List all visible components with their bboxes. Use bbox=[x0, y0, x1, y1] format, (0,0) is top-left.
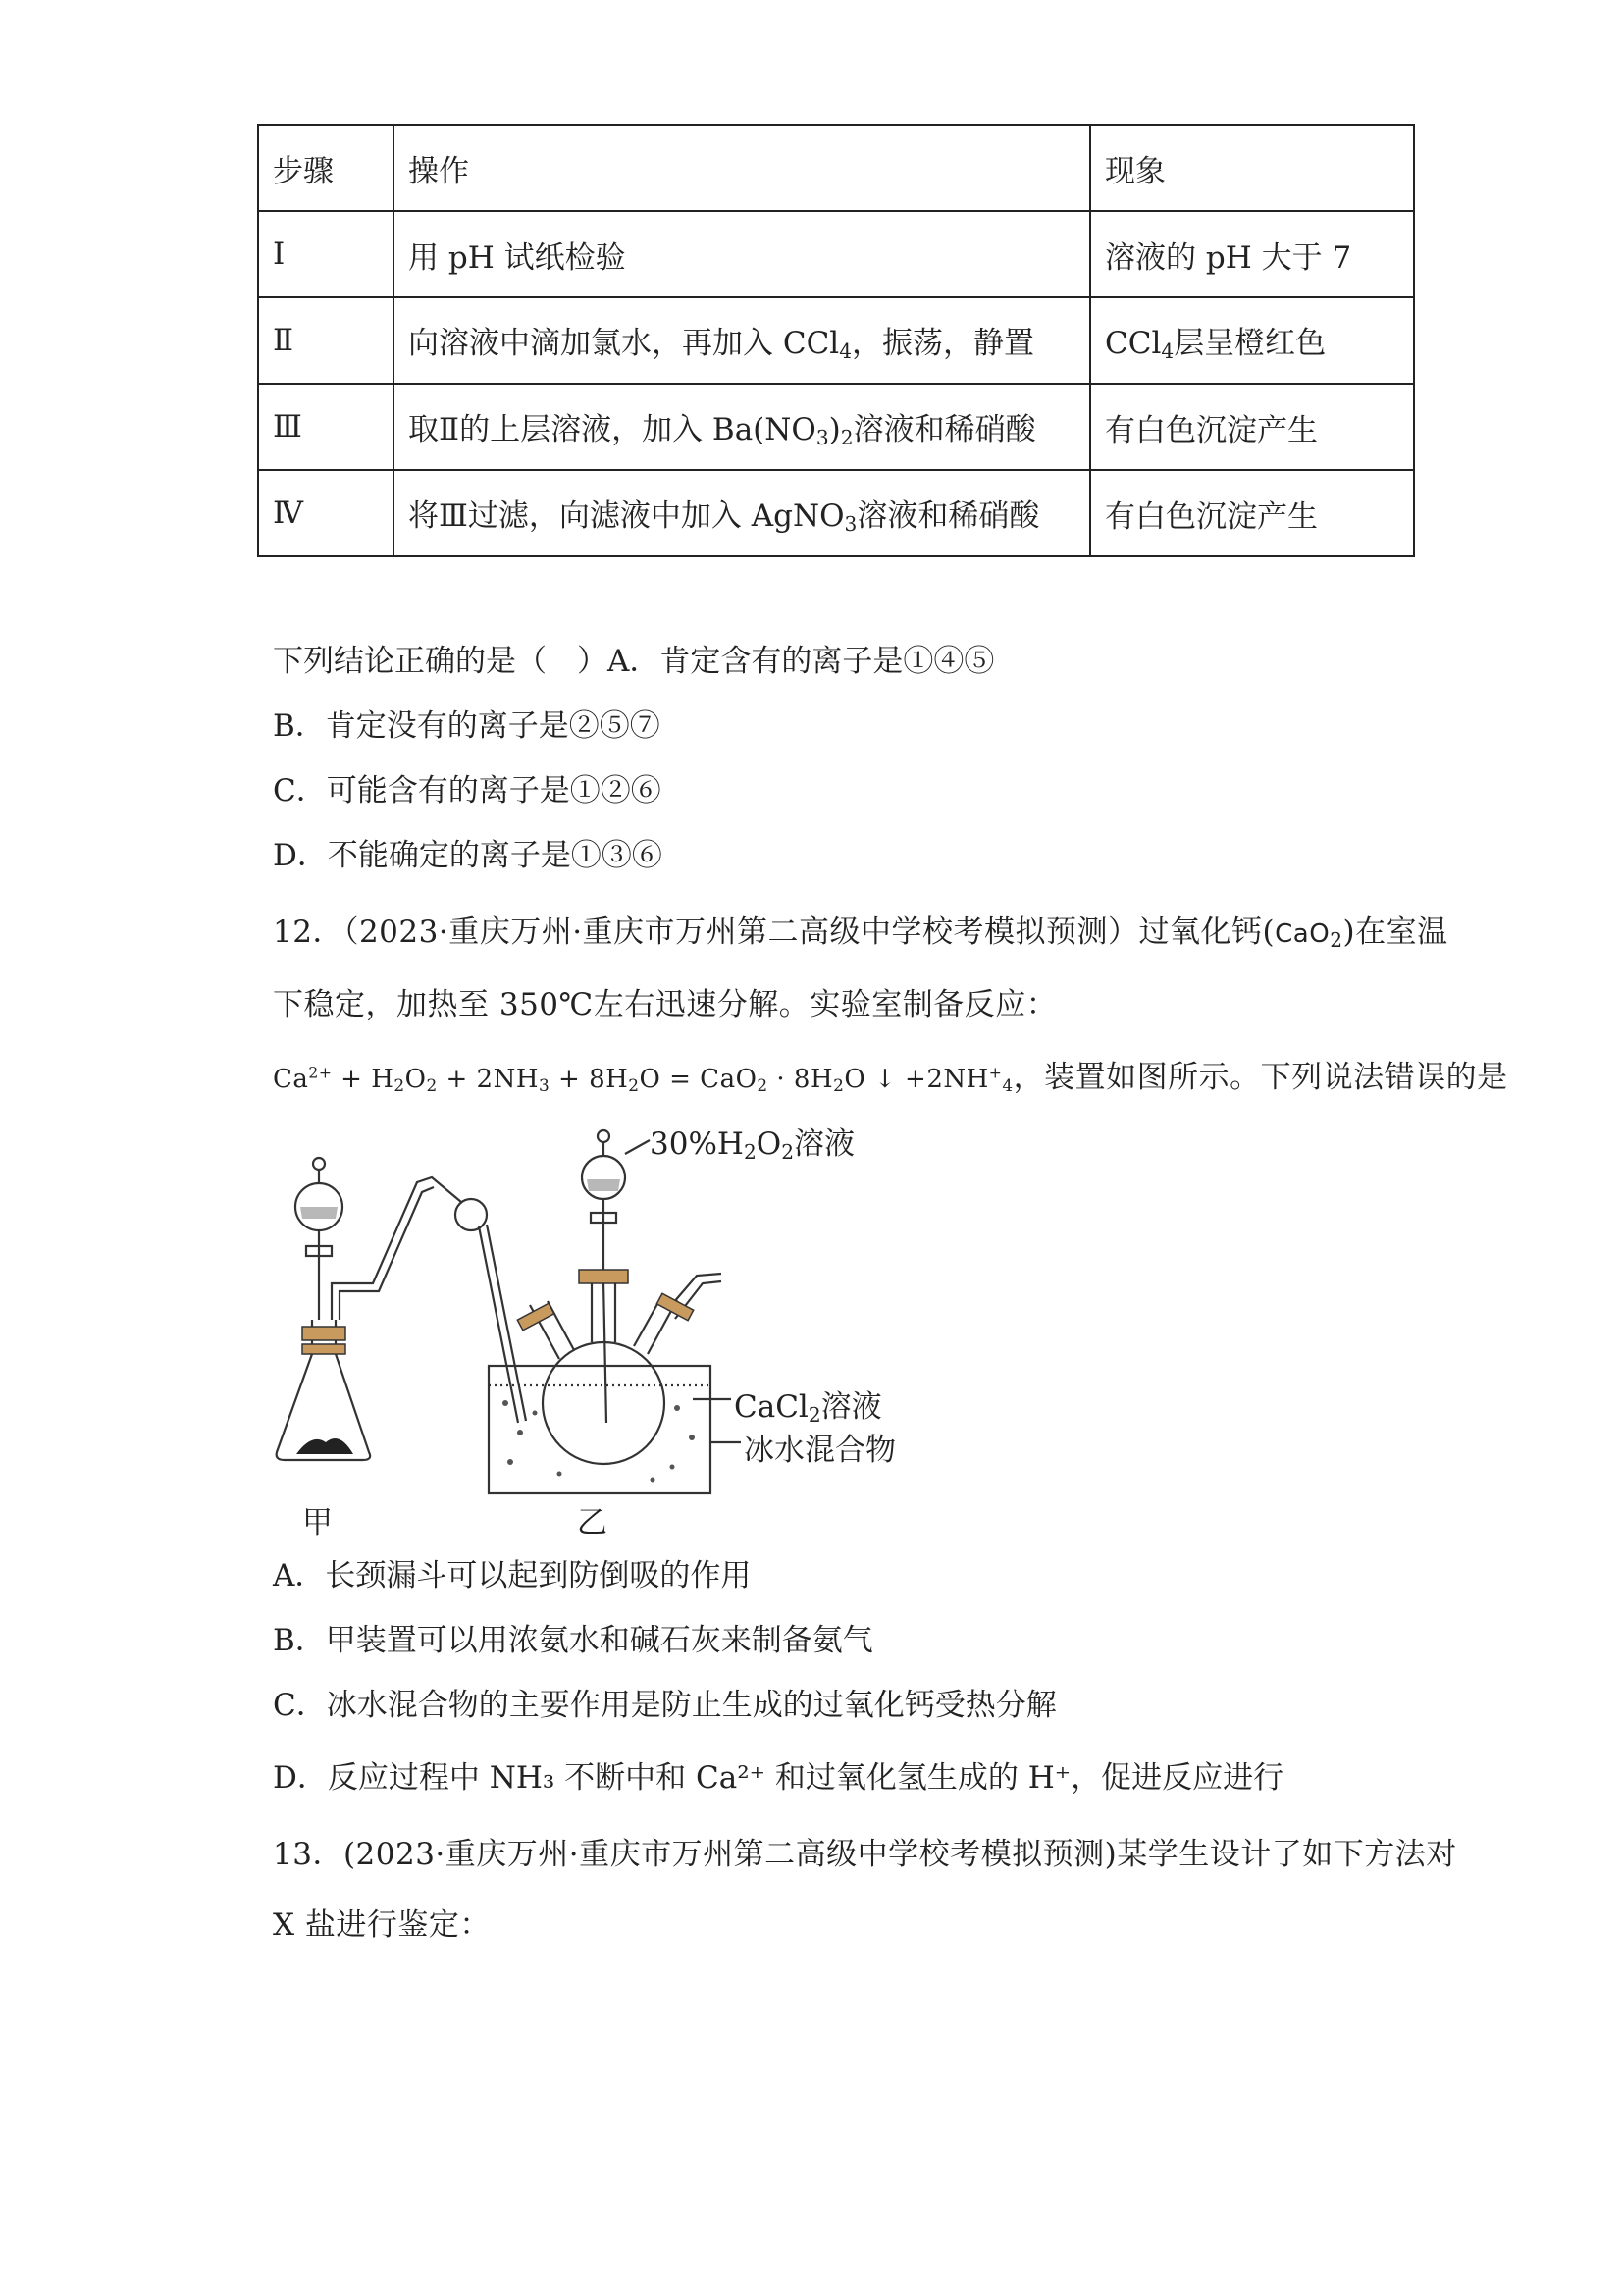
q12-line1: 12．（2023·重庆万州·重庆市万州第二高级中学校考模拟预测）过氧化钙(CaO$_2$)在室温 bbox=[273, 914, 1448, 953]
step-cell: Ⅱ bbox=[258, 297, 393, 384]
h2o2-label: $30\%H_2O_2$溶液 bbox=[650, 1126, 856, 1165]
q11-option-b: B．肯定没有的离子是②⑤⑦ bbox=[273, 708, 660, 744]
q11-option-d: D．不能确定的离子是①③⑥ bbox=[273, 838, 662, 873]
table-row bbox=[258, 297, 1414, 384]
operation-cell: 将Ⅲ过滤，向滤液中加入 AgNO$_3$溶液和稀硝酸 bbox=[393, 470, 1090, 556]
phenomenon-cell: 溶液的 pH 大于 7 bbox=[1090, 211, 1414, 297]
step-cell: Ⅰ bbox=[258, 211, 393, 297]
q11-stem: 下列结论正确的是（ ）A．肯定含有的离子是①④⑤ bbox=[273, 644, 995, 679]
step-cell: Ⅳ bbox=[258, 470, 393, 556]
table-row bbox=[258, 470, 1414, 556]
q13-line1: 13．(2023·重庆万州·重庆市万州第二高级中学校考模拟预测)某学生设计了如下方法对 bbox=[273, 1837, 1457, 1872]
table-header-row bbox=[258, 125, 1414, 211]
q12-option-a: A．长颈漏斗可以起到防倒吸的作用 bbox=[273, 1558, 752, 1593]
phenomenon-cell: CCl$_4$层呈橙红色 bbox=[1090, 297, 1414, 384]
q12-equation: $Ca^{2+} + H_2O_2 + 2NH_3 + 8H_2O = CaO_2 \cdot 8H_2O$ ↓ $+2NH^+_4$，装置如图所示。下列说法错误的是 bbox=[273, 1060, 1508, 1096]
q12-option-c: C．冰水混合物的主要作用是防止生成的过氧化钙受热分解 bbox=[273, 1688, 1057, 1723]
q12-line2: 下稳定，加热至 350℃左右迅速分解。实验室制备反应： bbox=[273, 987, 1058, 1022]
header-step: 步骤 bbox=[258, 125, 393, 211]
apparatus-diagram bbox=[265, 1109, 952, 1540]
header-operation: 操作 bbox=[393, 125, 1090, 211]
q13-line2: X 盐进行鉴定： bbox=[273, 1907, 491, 1943]
operation-cell: 向溶液中滴加氯水，再加入 CCl$_4$，振荡，静置 bbox=[393, 297, 1090, 384]
cacl2-label: CaCl$_2$溶液 bbox=[734, 1389, 882, 1428]
phenomenon-cell: 有白色沉淀产生 bbox=[1090, 384, 1414, 470]
q12-option-b: B．甲装置可以用浓氨水和碱石灰来制备氨气 bbox=[273, 1623, 873, 1658]
operation-cell: 用 pH 试纸检验 bbox=[393, 211, 1090, 297]
operation-cell: 取Ⅱ的上层溶液，加入 $Ba(NO_3)_2$溶液和稀硝酸 bbox=[393, 384, 1090, 470]
table-row bbox=[258, 211, 1414, 297]
q11-option-c: C．可能含有的离子是①②⑥ bbox=[273, 773, 661, 809]
step-cell: Ⅲ bbox=[258, 384, 393, 470]
phenomenon-cell: 有白色沉淀产生 bbox=[1090, 470, 1414, 556]
apparatus-figure bbox=[265, 1109, 952, 1540]
header-phenomenon: 现象 bbox=[1090, 125, 1414, 211]
table-row bbox=[258, 384, 1414, 470]
apparatus-jia-label: 甲 bbox=[302, 1505, 333, 1540]
experiment-table bbox=[257, 124, 1415, 557]
q12-option-d: D．反应过程中 NH₃ 不断中和 Ca²⁺ 和过氧化氢生成的 H⁺，促进反应进行 bbox=[273, 1760, 1284, 1796]
ice-water-label: 冰水混合物 bbox=[744, 1433, 896, 1468]
apparatus-yi-label: 乙 bbox=[577, 1505, 607, 1540]
